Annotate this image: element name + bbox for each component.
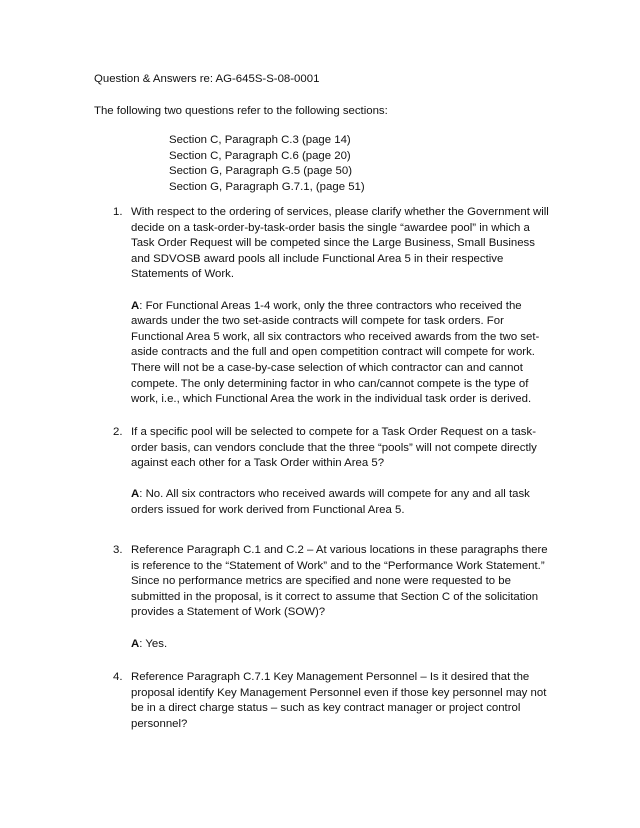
item-number: 3.	[113, 544, 123, 556]
question-text: With respect to the ordering of services, please clarify whether the Government will decide on a task-order-by-task-order basis the single “awardee pool” in which a Task Order Request will be competed since the Large Business, Small Business and SDVOSB award pools all include Functional Area 5 in their respective Statements of Work.	[131, 206, 549, 281]
answer-block	[131, 637, 549, 653]
section-reference: Section C, Paragraph C.6 (page 20)	[169, 149, 351, 162]
answer-block	[131, 299, 549, 408]
answer-text: : For Functional Areas 1-4 work, only the three contractors who received the awards under the two set-aside contracts will compete for task orders. For Functional Area 5 work, all six contractors who received awards from the two set-aside contracts and the full and open competition contract will compete for work. There will not be a case-by-case selection of which contractor can and cannot compete. The only determining factor in who can/cannot compete is the type of work, i.e., which Functional Area the work in the individual task order is derived.	[131, 299, 540, 406]
answer-label: A	[131, 637, 140, 650]
item-number: 4.	[113, 671, 123, 683]
answer-block	[131, 487, 549, 518]
answer-text: : Yes.	[139, 637, 168, 650]
answer-label: A	[131, 299, 140, 312]
intro-paragraph: The following two questions refer to the following sections:	[94, 105, 388, 117]
qa-item	[94, 425, 574, 519]
question-text: Reference Paragraph C.7.1 Key Management Personnel – Is it desired that the proposal identify Key Management Personnel even if those key personnel may not be in a direct charge status – such as key contract manager or project control personnel?	[131, 671, 547, 730]
qa-item	[94, 543, 574, 652]
answer-label: A	[131, 488, 140, 501]
answer-text: : No. All six contractors who received awards will compete for any and all task orders issued for work derived from Functional Area 5.	[131, 488, 530, 516]
section-reference-list	[169, 133, 569, 195]
document-title: Question & Answers re: AG-645S-S-08-0001	[94, 73, 320, 85]
question-text: If a specific pool will be selected to compete for a Task Order Request on a task-order basis, can vendors conclude that the three “pools” will not compete directly against each other for a Task Order within Area 5?	[131, 426, 537, 470]
qa-item	[94, 205, 574, 408]
section-reference: Section C, Paragraph C.3 (page 14)	[169, 134, 351, 146]
item-number: 2.	[113, 426, 123, 438]
qa-item	[94, 670, 574, 732]
question-text: Reference Paragraph C.1 and C.2 – At various locations in these paragraphs there is reference to the “Statement of Work” and to the “Performance Work Statement.” Since no performance metrics are specified and none were requested to be submitted in the proposal, is it correct to assume that Section C of the solicitation provides a Statement of Work (SOW)?	[131, 544, 548, 619]
item-number: 1.	[113, 206, 123, 218]
section-reference: Section G, Paragraph G.5 (page 50)	[169, 165, 352, 178]
section-reference: Section G, Paragraph G.7.1, (page 51)	[169, 180, 365, 193]
